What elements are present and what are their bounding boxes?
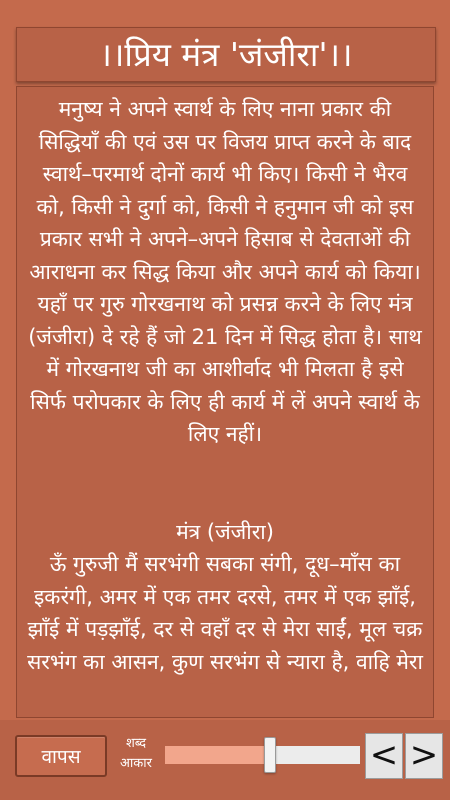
font-size-label: शब्द आकार (120, 736, 152, 771)
back-button-label: वापस (41, 746, 81, 768)
bottom-toolbar (0, 720, 450, 800)
next-arrow-icon: > (409, 735, 439, 775)
mantra-text: मनुष्य ने अपने स्वार्थ के लिए नाना प्रकार की सिद्धियाँ की एवं उस पर विजय प्राप्त करने के बाद स्वार्थ–परमार्थ दोनों कार्य भी किए। किसी ने भैरव को, किसी ने दुर्गा को, किसी ने हनुमान जी को इस प्रकार सभी ने अपने–अपने हिसाब से देवताओं की आराधना कर सिद्ध किया और अपने कार्य को किया। यहाँ पर गुरु गोरखनाथ को प्रसन्न करने के लिए मंत्र (जंजीरा) दे रहे हैं जो 21 दिन में सिद्ध होता है। साथ में गोरखनाथ जी का आशीर्वाद भी मिलता है इसे सिर्फ परोपकार के लिए ही कार्य में लें अपने स्वार्थ के लिए नहीं। मंत्र (जंजीरा) ऊँ गुरुजी मैं सरभंगी सबका संगी, दूध–माँस का इकरंगी, अमर में एक तमर दरसे, तमर में एक झाँई, झाँई में पड़झाँई, दर से वहाँ दर से मेरा साईं, मूल चक्र सरभंग का आसन, कुण सरभंग से न्यारा है, वाहि मेरा (27, 97, 423, 674)
previous-arrow-icon: < (369, 735, 399, 775)
page-title (16, 27, 436, 82)
font-size-slider[interactable] (165, 746, 360, 764)
font-size-slider-rest (270, 746, 360, 764)
next-button[interactable] (405, 733, 443, 779)
previous-button[interactable] (365, 733, 403, 779)
font-size-slider-thumb[interactable] (264, 737, 276, 773)
mantra-text-panel[interactable] (16, 86, 434, 718)
page-title-text: ।।प्रिय मंत्र 'जंजीरा'।। (99, 35, 353, 74)
back-button[interactable] (15, 735, 107, 777)
font-size-slider-fill (165, 746, 270, 764)
